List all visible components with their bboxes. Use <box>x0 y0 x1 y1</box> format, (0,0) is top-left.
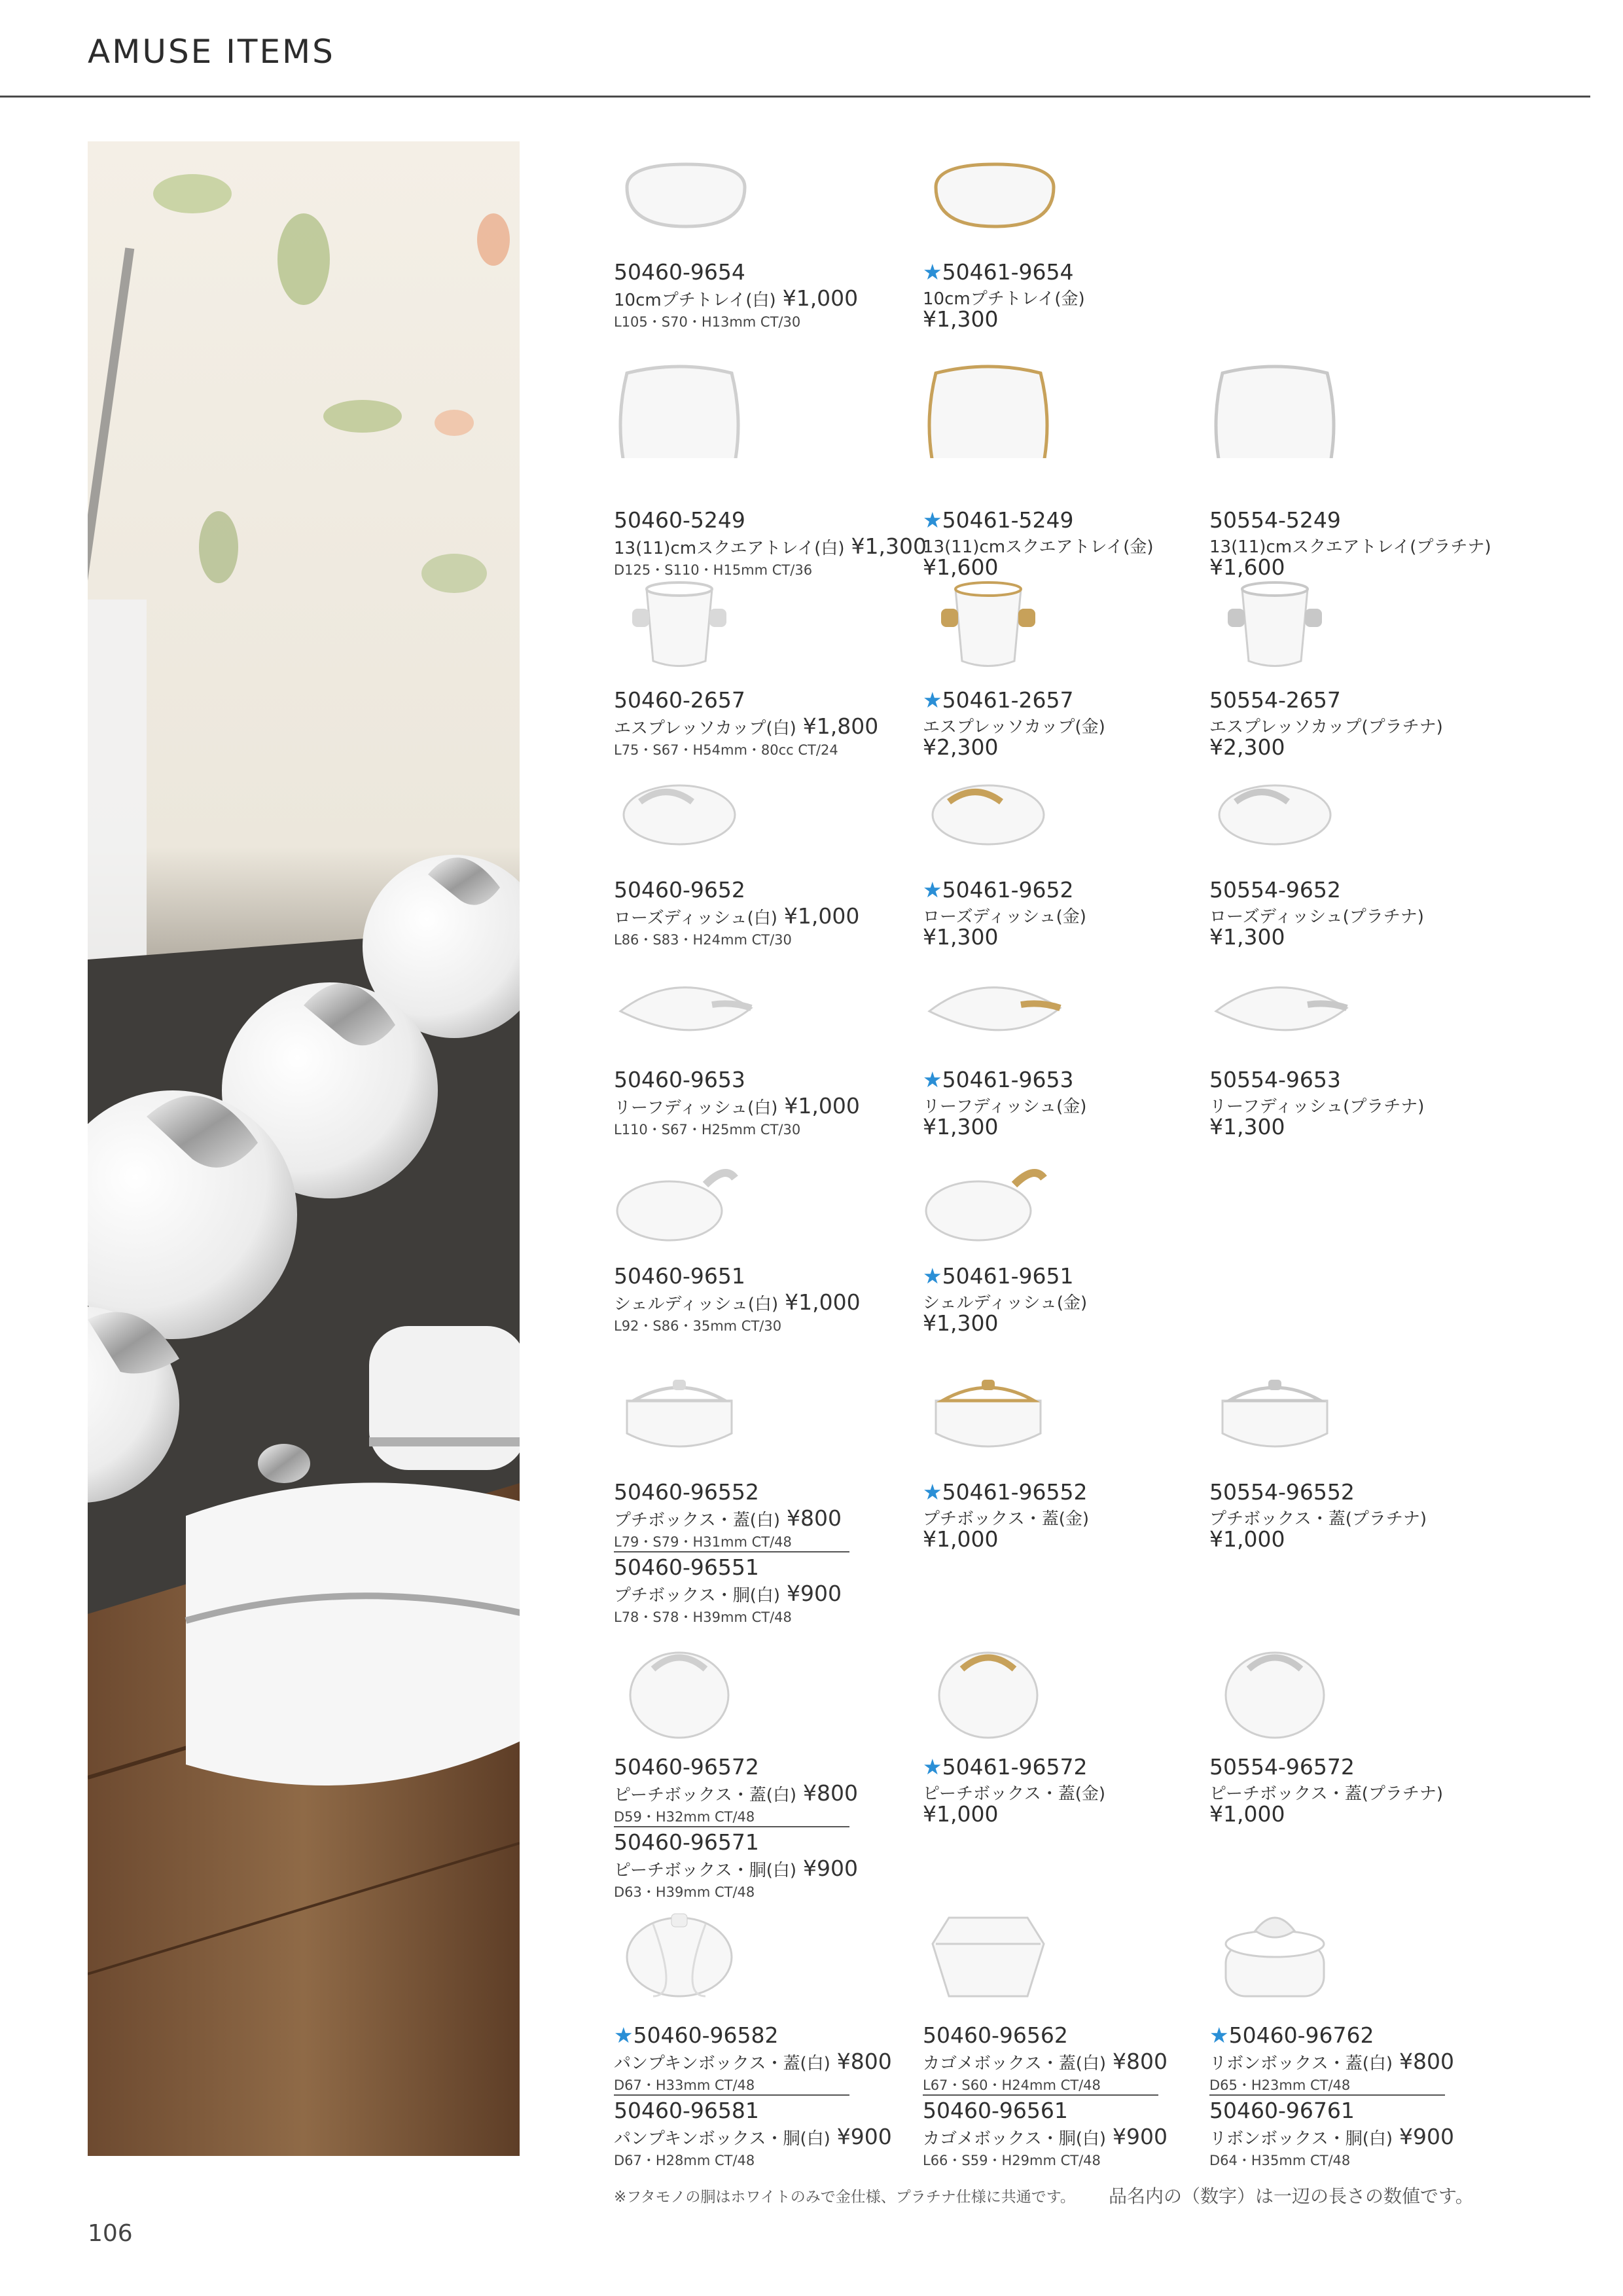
sub-product-dimensions: D63・H39mm CT/48 <box>614 1884 755 1900</box>
product-name-text: パンプキンボックス・蓋(白) <box>614 2054 830 2073</box>
product-price: ¥1,300 <box>923 306 999 332</box>
kagome-product-image <box>923 1905 1211 2012</box>
petit-product-image <box>614 1361 902 1469</box>
product-price: ¥2,300 <box>923 734 999 760</box>
product-name-text: ローズディッシュ(プラチナ) <box>1209 907 1424 927</box>
product-price: ¥1,300 <box>851 533 927 559</box>
cup-product-image <box>614 576 902 683</box>
product-code <box>923 1754 1087 1780</box>
product-name-text: リーフディッシュ(金) <box>923 1097 1087 1117</box>
product-code-text: 50460-96582 <box>633 2022 779 2048</box>
product-price: ¥1,600 <box>923 554 999 580</box>
product-name-text: シェルディッシュ(白) <box>614 1295 779 1314</box>
product-name <box>1209 2049 1454 2074</box>
sub-product-dimensions: L66・S59・H29mm CT/48 <box>923 2153 1101 2168</box>
product-code-text: 50554-9653 <box>1209 1067 1341 1092</box>
product-code <box>1209 1067 1341 1092</box>
product-code <box>923 259 1073 285</box>
product-code-text: 50460-96572 <box>614 1754 759 1780</box>
product-code-text: 50460-9652 <box>614 877 745 903</box>
pumpkin-product-image <box>614 1905 902 2012</box>
product-code <box>923 877 1073 903</box>
product-code <box>614 1263 745 1289</box>
product-code <box>1209 507 1341 533</box>
cup-gold-product-image <box>923 576 1211 683</box>
rose-product-image <box>614 779 902 886</box>
product-name <box>614 1780 858 1806</box>
product-code-text: 50554-96552 <box>1209 1479 1355 1505</box>
star-icon: ★ <box>923 1754 942 1780</box>
product-price: ¥1,300 <box>923 1310 999 1336</box>
product-code <box>614 877 745 903</box>
sub-product-name <box>614 1581 842 1606</box>
product-price: ¥1,800 <box>802 713 879 739</box>
product-price: ¥1,000 <box>783 903 860 929</box>
star-icon: ★ <box>923 1479 942 1505</box>
product-code-text: 50460-96552 <box>614 1479 759 1505</box>
product-price: ¥800 <box>803 1780 858 1806</box>
product-dimensions: D67・H33mm CT/48 <box>614 2077 755 2093</box>
shell-gold-product-image <box>923 1165 1211 1272</box>
product-name-text: プチボックス・蓋(金) <box>923 1509 1090 1529</box>
product-code <box>614 507 745 533</box>
product-code <box>923 2022 1068 2048</box>
product-price: ¥1,000 <box>784 1093 860 1119</box>
product-name-text: 10cmプチトレイ(金) <box>923 289 1085 309</box>
product-name-text: ローズディッシュ(白) <box>614 908 777 928</box>
product-code <box>1209 687 1341 713</box>
photo-illustration <box>88 141 520 2156</box>
product-name <box>614 533 927 559</box>
product-code-text: 50461-9654 <box>942 259 1074 285</box>
product-code-text: 50461-96572 <box>942 1754 1088 1780</box>
page-title: AMUSE ITEMS <box>88 33 335 71</box>
product-name-text: リーフディッシュ(白) <box>614 1098 778 1118</box>
tray-square-product-image <box>614 353 902 461</box>
product-code <box>1209 2022 1374 2048</box>
product-name-text: ピーチボックス・蓋(プラチナ) <box>1209 1784 1443 1804</box>
product-code <box>923 1067 1073 1092</box>
sub-product-name-text: カゴメボックス・胴(白) <box>923 2129 1107 2149</box>
product-name-text: リボンボックス・蓋(白) <box>1209 2054 1393 2073</box>
product-price: ¥2,300 <box>1209 734 1285 760</box>
product-code <box>614 1479 759 1505</box>
product-code <box>1209 1754 1355 1780</box>
sub-product-name-text: ピーチボックス・胴(白) <box>614 1861 796 1880</box>
sub-product-code: 50460-96761 <box>1209 2098 1355 2123</box>
product-name-text: エスプレッソカップ(白) <box>614 719 796 738</box>
petit-plat-product-image <box>1209 1361 1497 1469</box>
sub-product-price: ¥900 <box>1113 2124 1168 2149</box>
product-code-text: 50461-9651 <box>942 1263 1074 1289</box>
star-icon: ★ <box>923 1263 942 1289</box>
product-price: ¥800 <box>1113 2049 1168 2074</box>
sub-item-divider <box>1209 2094 1445 2096</box>
product-code <box>614 259 745 285</box>
product-code-text: 50554-9652 <box>1209 877 1341 903</box>
product-name <box>614 285 858 311</box>
product-code-text: 50461-5249 <box>942 507 1074 533</box>
product-code <box>923 1263 1073 1289</box>
product-price: ¥800 <box>1399 2049 1455 2074</box>
sub-product-price: ¥900 <box>787 1581 842 1606</box>
footnote: ※フタモノの胴はホワイトのみで金仕様、プラチナ仕様に共通です。 <box>614 2189 1075 2206</box>
product-code-text: 50461-9653 <box>942 1067 1074 1092</box>
product-name-text: エスプレッソカップ(プラチナ) <box>1209 717 1443 737</box>
product-price: ¥800 <box>836 2049 892 2074</box>
product-code-text: 50460-9653 <box>614 1067 745 1092</box>
sub-product-code: 50460-96561 <box>923 2098 1068 2123</box>
sub-product-name-text: リボンボックス・胴(白) <box>1209 2129 1393 2149</box>
star-icon: ★ <box>923 507 942 533</box>
product-name-text: 10cmプチトレイ(白) <box>614 291 776 310</box>
cup-plat-product-image <box>1209 576 1497 683</box>
rose-plat-product-image <box>1209 779 1497 886</box>
product-name <box>614 1289 861 1315</box>
product-code <box>923 507 1073 533</box>
star-icon: ★ <box>923 877 942 903</box>
product-code-text: 50554-5249 <box>1209 507 1341 533</box>
sub-product-name <box>614 1856 858 1881</box>
size-note: 品名内の（数字）は一辺の長さの数値です。 <box>1109 2185 1474 2207</box>
product-name <box>614 903 859 929</box>
product-name <box>614 1505 842 1531</box>
header-divider <box>0 96 1590 98</box>
ribbon-product-image <box>1209 1905 1497 2012</box>
sub-product-name <box>923 2124 1168 2149</box>
product-price: ¥1,600 <box>1209 554 1285 580</box>
product-price: ¥1,000 <box>1209 1526 1285 1552</box>
tray-oval-product-image <box>614 154 902 262</box>
product-code-text: 50460-96562 <box>923 2022 1068 2048</box>
product-name-text: 13(11)cmスクエアトレイ(プラチナ) <box>1209 537 1491 557</box>
page-number: 106 <box>88 2220 133 2247</box>
sub-product-name <box>1209 2124 1454 2149</box>
peach-gold-product-image <box>923 1643 1211 1750</box>
product-name-text: シェルディッシュ(金) <box>923 1293 1088 1313</box>
star-icon: ★ <box>923 259 942 285</box>
product-dimensions: D65・H23mm CT/48 <box>1209 2077 1351 2093</box>
sub-product-code: 50460-96551 <box>614 1554 759 1580</box>
product-price: ¥1,000 <box>923 1526 999 1552</box>
product-code <box>614 1067 745 1092</box>
product-code <box>1209 877 1341 903</box>
product-dimensions: L67・S60・H24mm CT/48 <box>923 2077 1101 2093</box>
rose-gold-product-image <box>923 779 1211 886</box>
petit-gold-product-image <box>923 1361 1211 1469</box>
product-name-text: エスプレッソカップ(金) <box>923 717 1105 737</box>
product-code <box>1209 1479 1355 1505</box>
product-code-text: 50460-96762 <box>1228 2022 1374 2048</box>
star-icon: ★ <box>923 1067 942 1092</box>
product-code-text: 50460-9651 <box>614 1263 745 1289</box>
sub-product-name-text: パンプキンボックス・胴(白) <box>614 2129 830 2149</box>
sub-product-price: ¥900 <box>1399 2124 1455 2149</box>
product-code-text: 50461-2657 <box>942 687 1074 713</box>
tray-oval-gold-product-image <box>923 154 1211 262</box>
product-name <box>614 713 878 739</box>
product-dimensions: L105・S70・H13mm CT/30 <box>614 314 801 330</box>
lifestyle-photo <box>88 141 520 2156</box>
product-dimensions: D59・H32mm CT/48 <box>614 1809 755 1825</box>
product-price: ¥1,300 <box>1209 924 1285 950</box>
product-code-text: 50554-2657 <box>1209 687 1341 713</box>
product-price: ¥1,300 <box>923 924 999 950</box>
product-code-text: 50460-9654 <box>614 259 745 285</box>
sub-product-dimensions: D64・H35mm CT/48 <box>1209 2153 1351 2168</box>
product-price: ¥1,000 <box>923 1801 999 1827</box>
sub-item-divider <box>614 1551 849 1552</box>
product-dimensions: L110・S67・H25mm CT/30 <box>614 1122 801 1138</box>
product-name <box>614 2049 892 2074</box>
product-name-text: リーフディッシュ(プラチナ) <box>1209 1097 1425 1117</box>
product-price: ¥1,300 <box>923 1114 999 1139</box>
sub-product-dimensions: D67・H28mm CT/48 <box>614 2153 755 2168</box>
star-icon: ★ <box>614 2022 633 2048</box>
product-dimensions: L79・S79・H31mm CT/48 <box>614 1534 792 1550</box>
product-code-text: 50461-96552 <box>942 1479 1088 1505</box>
tray-square-gold-product-image <box>923 353 1211 461</box>
peach-plat-product-image <box>1209 1643 1497 1750</box>
product-code-text: 50554-96572 <box>1209 1754 1355 1780</box>
product-dimensions: L75・S67・H54mm・80cc CT/24 <box>614 742 838 758</box>
star-icon: ★ <box>923 687 942 713</box>
product-dimensions: L92・S86・35mm CT/30 <box>614 1318 782 1334</box>
product-code <box>614 687 745 713</box>
product-name-text: ローズディッシュ(金) <box>923 907 1086 927</box>
product-code <box>614 2022 778 2048</box>
product-code <box>614 1754 759 1780</box>
sub-product-code: 50460-96581 <box>614 2098 759 2123</box>
product-code-text: 50460-2657 <box>614 687 745 713</box>
product-name-text: ピーチボックス・蓋(白) <box>614 1785 796 1805</box>
product-code <box>923 687 1073 713</box>
shell-product-image <box>614 1165 902 1272</box>
sub-product-name-text: プチボックス・胴(白) <box>614 1586 781 1605</box>
product-name-text: プチボックス・蓋(プラチナ) <box>1209 1509 1427 1529</box>
product-name <box>923 2049 1168 2074</box>
product-price: ¥1,000 <box>782 285 859 311</box>
sub-product-price: ¥900 <box>803 1856 858 1881</box>
product-name-text: 13(11)cmスクエアトレイ(白) <box>614 539 845 558</box>
product-code-text: 50460-5249 <box>614 507 745 533</box>
product-name-text: ピーチボックス・蓋(金) <box>923 1784 1105 1804</box>
product-name <box>614 1093 860 1119</box>
sub-product-name <box>614 2124 892 2149</box>
product-name-text: プチボックス・蓋(白) <box>614 1511 781 1530</box>
product-price: ¥1,000 <box>1209 1801 1285 1827</box>
product-dimensions: L86・S83・H24mm CT/30 <box>614 932 792 948</box>
star-icon: ★ <box>1209 2022 1229 2048</box>
sub-item-divider <box>614 1826 849 1827</box>
product-price: ¥1,300 <box>1209 1114 1285 1139</box>
sub-item-divider <box>614 2094 849 2096</box>
tray-square-plat-product-image <box>1209 353 1497 461</box>
product-code-text: 50461-9652 <box>942 877 1074 903</box>
peach-product-image <box>614 1643 902 1750</box>
sub-item-divider <box>923 2094 1158 2096</box>
sub-product-dimensions: L78・S78・H39mm CT/48 <box>614 1609 792 1625</box>
product-price: ¥1,000 <box>785 1289 861 1315</box>
sub-product-price: ¥900 <box>836 2124 892 2149</box>
product-name-text: 13(11)cmスクエアトレイ(金) <box>923 537 1154 557</box>
product-name-text: カゴメボックス・蓋(白) <box>923 2054 1107 2073</box>
product-dimensions: D125・S110・H15mm CT/36 <box>614 562 813 578</box>
sub-product-code: 50460-96571 <box>614 1829 759 1855</box>
product-code <box>923 1479 1087 1505</box>
product-price: ¥800 <box>787 1505 842 1531</box>
